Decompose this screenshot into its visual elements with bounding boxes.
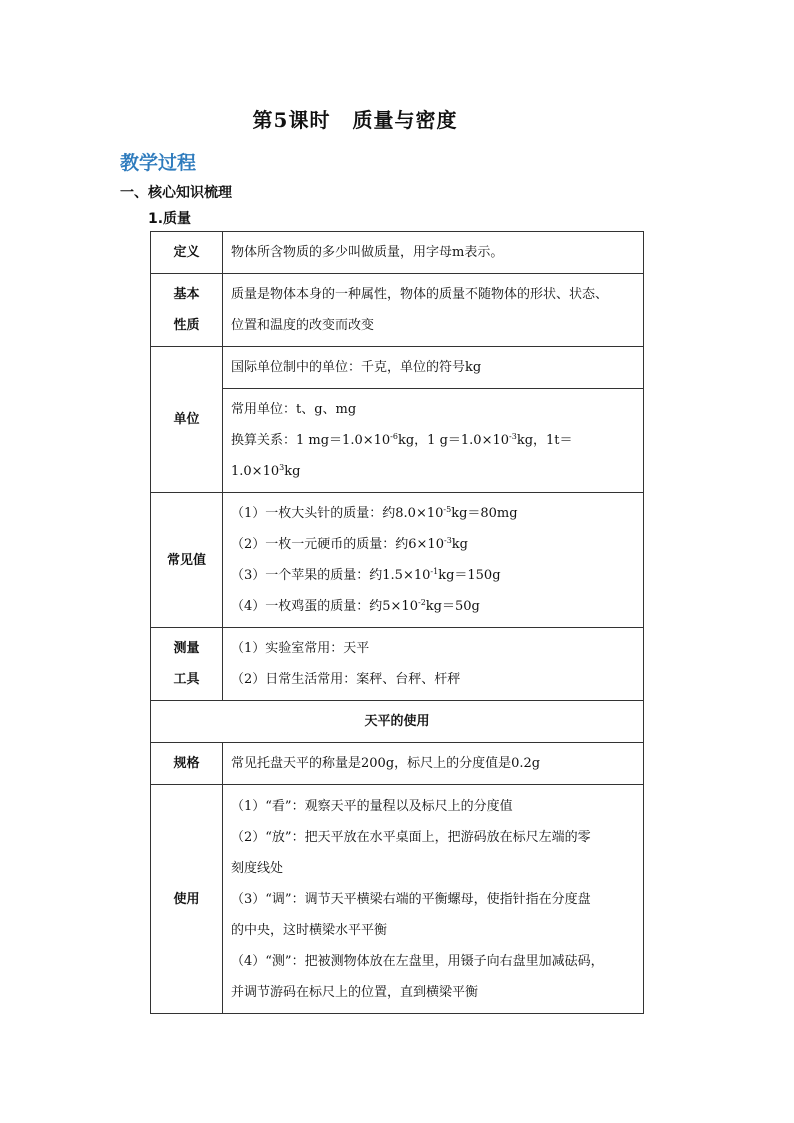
row-value: 物体所含物质的多少叫做质量，用字母m表示。 (223, 232, 644, 274)
table-row (151, 628, 644, 701)
row-value: 国际单位制中的单位：千克，单位的符号kg (223, 347, 644, 389)
row-key: 常见值 (151, 493, 223, 628)
row-value: （1）实验室常用：天平 （2）日常生活常用：案秤、台秤、杆秤 (223, 628, 644, 701)
mass-knowledge-table (150, 231, 644, 1014)
table-row (151, 701, 644, 743)
row-key: 测量 工具 (151, 628, 223, 701)
row-value: （1）“看”：观察天平的量程以及标尺上的分度值 （2）“放”：把天平放在水平桌面上，把游码放在标尺左端的零 刻度线处 （3）“调”：调节天平横梁右端的平衡螺母，使指针指在分度盘 的中央，这时横梁水平平衡 （4）“测”：把被测物体放在左盘里，用镊子向右盘里加减砝码， 并调节游码在标尺上的位置，直到横梁平衡 (223, 785, 644, 1014)
table-row (151, 785, 644, 1014)
table-row (151, 347, 644, 389)
row-key: 定义 (151, 232, 223, 274)
page-title: 第5课时 质量与密度 (252, 108, 458, 132)
heading-core-knowledge: 一、核心知识梳理 (120, 185, 232, 201)
balance-usage-header: 天平的使用 (151, 701, 644, 743)
table-row (151, 232, 644, 274)
row-value: 质量是物体本身的一种属性，物体的质量不随物体的形状、状态、 位置和温度的改变而改变 (223, 274, 644, 347)
row-value: 常用单位：t、g、mg 换算关系：1 $mg=1.0\times 10^{-6}kg$，1 $g=1.0\times 10^{-3}kg$，1t＝ $1.0\times 10^3kg$ (223, 389, 644, 493)
row-key: 规格 (151, 743, 223, 785)
table-row (151, 274, 644, 347)
row-key: 单位 (151, 347, 223, 493)
table-row (151, 743, 644, 785)
row-value: 常见托盘天平的称量是200g，标尺上的分度值是0.2g (223, 743, 644, 785)
table-row (151, 493, 644, 628)
row-value: （1）一枚大头针的质量：约$8.0\times 10^{-5}kg=80mg$ （2）一枚一元硬币的质量：约$6\times 10^{-3}kg$ （3）一个苹果的质量：约$1.5\times 10^{-1}kg=150g$ （4）一枚鸡蛋的质量：约$5\times 10^{-2}kg=50g$ (223, 493, 644, 628)
row-key: 基本 性质 (151, 274, 223, 347)
row-key: 使用 (151, 785, 223, 1014)
section-heading: 教学过程 (120, 152, 197, 174)
table-row (151, 389, 644, 493)
heading-mass: 1.质量 (148, 211, 192, 227)
